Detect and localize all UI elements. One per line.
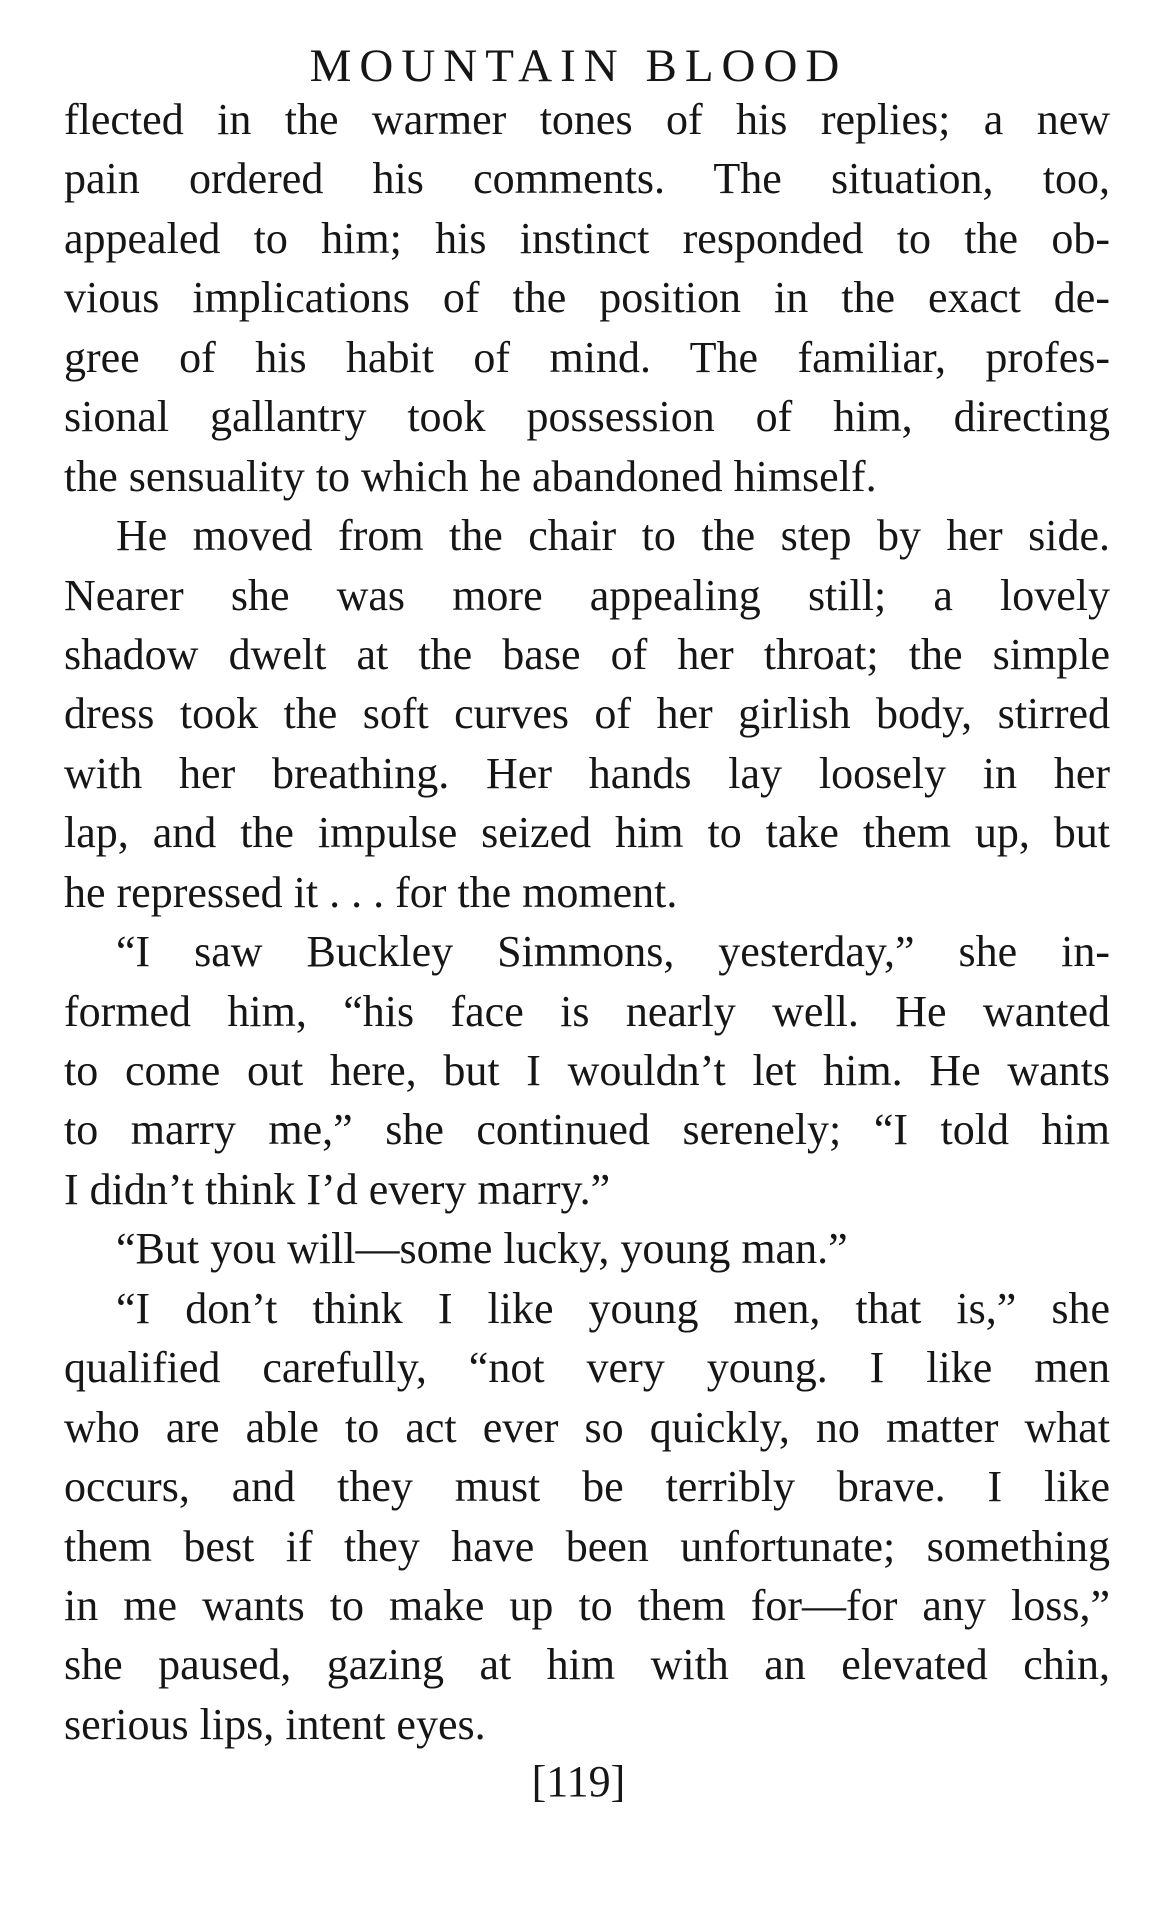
text-line: gree of his habit of mind. The familiar, profes- bbox=[64, 332, 1110, 382]
text-line: shadow dwelt at the base of her throat; the simple bbox=[64, 629, 1110, 679]
text-line: pain ordered his comments. The situation, too, bbox=[64, 154, 1110, 204]
text-line: dress took the soft curves of her girlish body, stirred bbox=[64, 689, 1110, 739]
text-line: to marry me,” she continued serenely; “I told him bbox=[64, 1105, 1110, 1155]
running-head: MOUNTAIN BLOOD bbox=[309, 40, 848, 92]
text-line: appealed to him; his instinct responded to the ob- bbox=[64, 213, 1110, 263]
text-line: she paused, gazing at him with an elevated chin, bbox=[64, 1640, 1110, 1690]
text-line: qualified carefully, “not very young. I like men bbox=[64, 1343, 1110, 1393]
text-line: Nearer she was more appealing still; a lovely bbox=[64, 570, 1110, 620]
text-line: the sensuality to which he abandoned himself. bbox=[64, 451, 877, 501]
body-text bbox=[64, 90, 1110, 1754]
text-line: who are able to act ever so quickly, no matter what bbox=[64, 1402, 1110, 1452]
page-number: [119] bbox=[531, 1757, 626, 1806]
text-line: he repressed it . . . for the moment. bbox=[64, 867, 678, 917]
text-line: sional gallantry took possession of him, directing bbox=[64, 392, 1110, 442]
text-line: to come out here, but I wouldn’t let him. He wants bbox=[64, 1046, 1110, 1095]
text-line: “But you will—some lucky, young man.” bbox=[116, 1224, 848, 1274]
text-line: with her breathing. Her hands lay loosely in her bbox=[64, 748, 1110, 798]
text-line: them best if they have been unfortunate; something bbox=[64, 1521, 1110, 1571]
text-line: in me wants to make up to them for—for any loss,” bbox=[64, 1580, 1110, 1630]
text-line: I didn’t think I’d every marry.” bbox=[64, 1164, 611, 1214]
text-line: vious implications of the position in the exact de- bbox=[64, 273, 1110, 323]
text-line: He moved from the chair to the step by her side. bbox=[116, 511, 1110, 561]
text-line: “I don’t think I like young men, that is,” she bbox=[116, 1283, 1110, 1333]
text-line: formed him, “his face is nearly well. He wanted bbox=[64, 986, 1110, 1036]
text-line: occurs, and they must be terribly brave. I like bbox=[64, 1462, 1110, 1512]
text-line: serious lips, intent eyes. bbox=[64, 1699, 486, 1749]
text-line: flected in the warmer tones of his replies; a new bbox=[64, 95, 1110, 144]
text-line: “I saw Buckley Simmons, yesterday,” she in- bbox=[116, 927, 1110, 977]
text-line: lap, and the impulse seized him to take them up, but bbox=[64, 808, 1110, 858]
